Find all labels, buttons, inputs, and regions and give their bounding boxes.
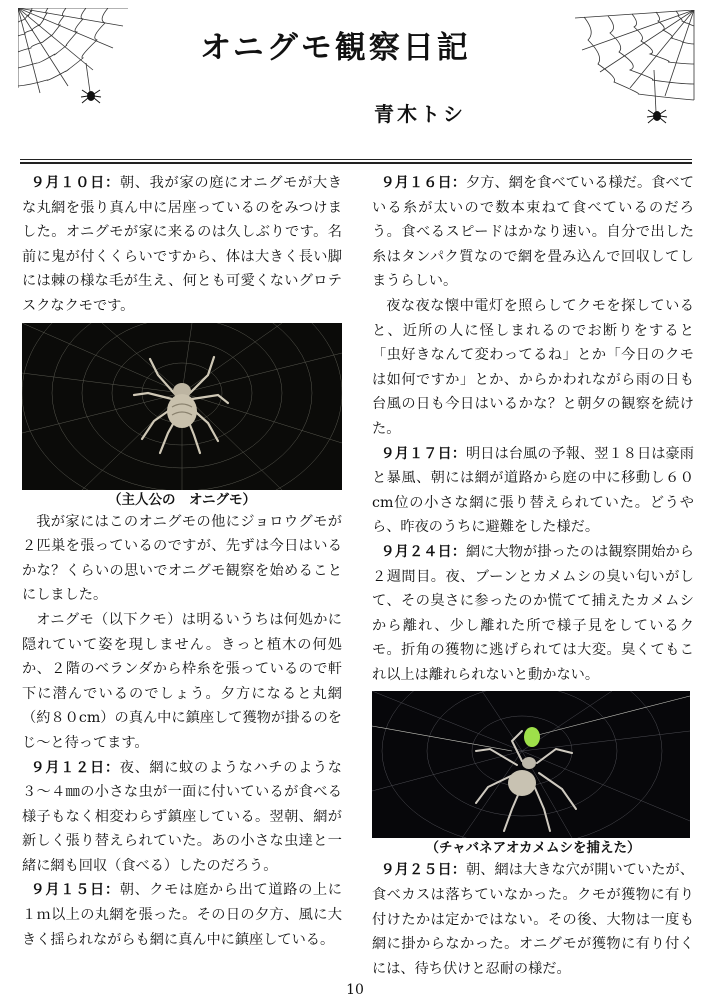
entry-text: 夕方、網を食べている様だ。食べている糸が太いので数本束ねて食べているのだろう。食べるスピードはかなり速い。自分で出した糸はタンパク質なので網を畳み込んで回収してしまうらしい。 <box>372 175 694 290</box>
entry-date: ９月２５日： <box>380 862 467 879</box>
diary-entry <box>372 171 694 294</box>
entry-date: ９月１７日： <box>380 445 467 462</box>
hanging-spider-icon <box>647 110 667 123</box>
entry-text: 網に大物が掛ったのは観察開始から２週間目。夜、ブーンとカメムシの臭い匂いがして、その臭さに参ったのか慌てて捕えたカメムシから離れ、少し離れた所で様子見をしているクモ。折角の獲物に逃げられては大変。臭くてもこれ以上は離れられないと動かない。 <box>372 543 694 683</box>
photo-caption: （主人公の オニグモ） <box>108 491 256 508</box>
spider-web-top-right-icon <box>570 10 695 130</box>
paragraph: 夜な夜な懐中電灯を照らしてクモを探していると、近所の人に怪しまれるのでお断りをすると「虫好きなんて変わってるね」とか「今日のクモは如何ですか」とか、からかわれながら雨の日も台風の日も今日はいるかな？と朝夕の観察を続けた。 <box>372 297 694 437</box>
diary-entry <box>372 442 694 540</box>
spider-web-top-left-icon <box>18 8 130 108</box>
entry-text: 夜、網に蚊のようなハチのような３～４㎜の小さな虫が一面に付いているが食べる様子もなく相変わらず鎮座している。翌朝、網が新しく張り替えられていた。あの小さな虫達と一緒に網も回収（食べる）したのだろう。 <box>22 759 342 874</box>
left-column <box>22 171 342 952</box>
hanging-spider-icon <box>81 90 101 103</box>
entry-date: ９月１２日： <box>30 759 120 776</box>
paragraph: オニグモ（以下クモ）は明るいうちは何処かに隠れていて姿を現しません。きっと植木の何処か、２階のベランダから枠糸を張っているので軒下に潜んでいるのでしょう。夕方になると丸網（約８０cm）の真ん中に鎮座して獲物が掛るのをじ～と待ってます。 <box>22 611 342 751</box>
diary-entry <box>22 756 342 879</box>
diary-entry <box>22 171 342 319</box>
entry-text: 朝、網は大きな穴が開いていたが、食べカスは落ちていなかった。クモが獲物に有り付けたかは定かではない。その後、大物は一度も網に掛からなかった。オニグモが獲物に有り付くには、待ち伏けと忍耐の様だ。 <box>372 862 694 977</box>
entry-date: ９月１５日： <box>30 882 120 899</box>
orb-weaver-photo <box>22 323 342 490</box>
diary-entry <box>372 540 694 688</box>
entry-date: ９月１０日： <box>30 175 120 191</box>
page-title: オニグモ観察日記 <box>200 30 471 66</box>
entry-date: ９月１６日： <box>380 175 467 191</box>
stink-bug-icon <box>524 727 540 747</box>
page-number: 10 <box>346 982 364 998</box>
diary-entry <box>372 858 694 981</box>
paragraph: 我が家にはこのオニグモの他にジョロウグモが２匹巣を張っているのですが、先ずは今日はいるかな？くらいの思いでオニグモ観察を始めることにしました。 <box>22 513 342 604</box>
photo-caption: （チャバネアオカメムシを捕えた） <box>425 840 641 857</box>
stink-bug-capture-photo <box>372 691 690 838</box>
author-name: 青木トシ <box>374 102 466 126</box>
header-rule-top <box>20 159 692 160</box>
diary-entry <box>22 878 342 952</box>
header-rule-bottom <box>20 162 692 164</box>
entry-text: 明日は台風の予報、翌１８日は豪雨と暴風、朝には網が道路から庭の中に移動し６０cm位の小さな網に張り替えられていた。どうやら、昨夜のうちに避難をした様だ。 <box>372 445 694 536</box>
entry-text: 朝、クモは庭から出て道路の上に１ｍ以上の丸網を張った。その日の夕方、風に大きく揺られながらも網に真ん中に鎮座している。 <box>22 882 342 948</box>
right-column <box>372 171 694 981</box>
entry-text: 朝、我が家の庭にオニグモが大きな丸網を張り真ん中に居座っているのをみつけました。オニグモが家に来るのは久しぶりです。名前に鬼が付くくらいですから、体は大きく長い脚には棘の様な毛が生え、何とも可愛くないグロテスクなクモです。 <box>22 175 342 314</box>
entry-date: ９月２４日： <box>380 543 467 560</box>
